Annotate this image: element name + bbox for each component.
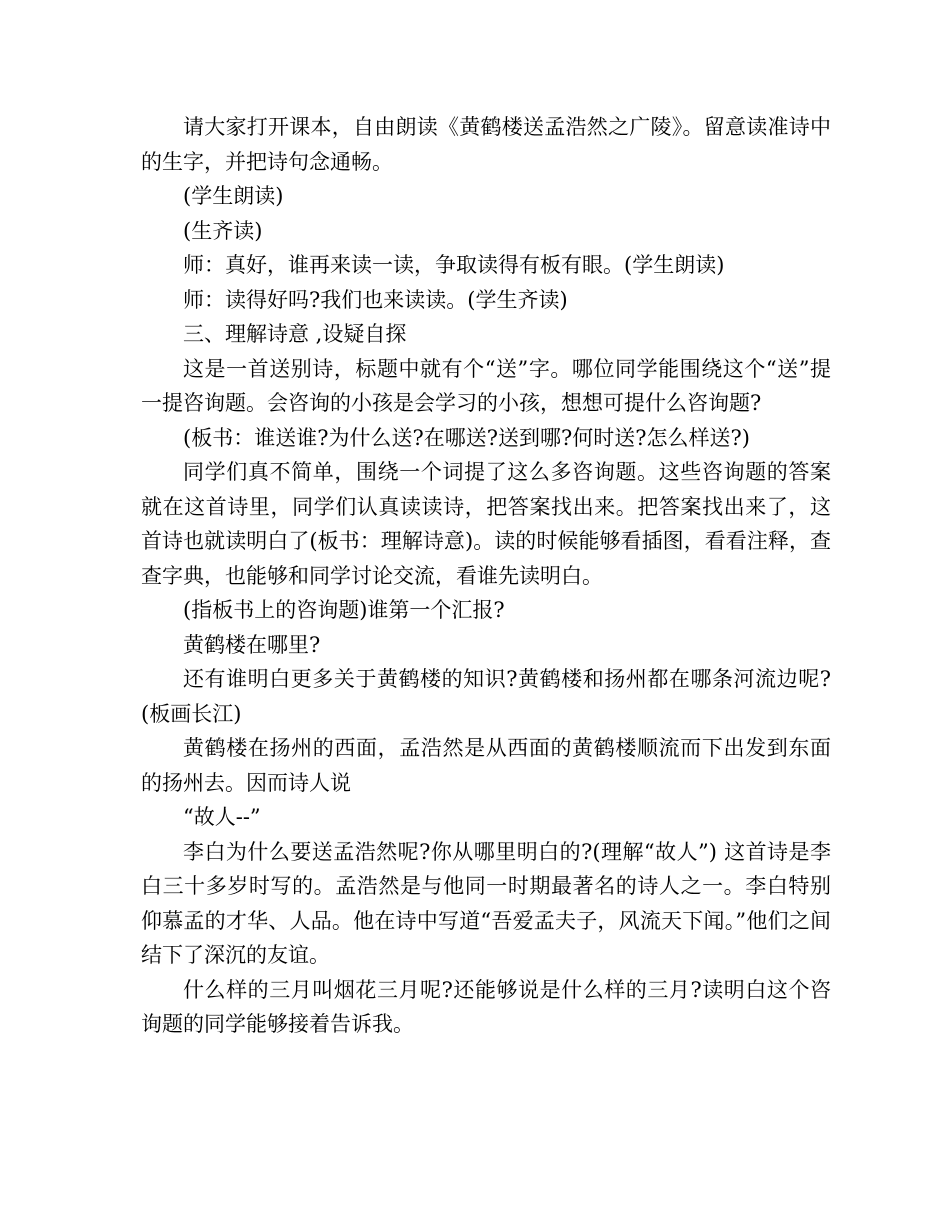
paragraph-li-bai-friendship: 李白为什么要送孟浩然呢?你从哪里明白的?(理解“故人”) 这首诗是李白三十多岁时写的。孟浩然是与他同一时期最著名的诗人之一。李白特别仰慕孟的才华、人品。他在诗中写道“吾爱孟夫子，风流天下闻。”他们之间结下了深沉的友谊。 xyxy=(141,839,831,967)
paragraph-intro-reading: 请大家打开课本，自由朗读《黄鹤楼送孟浩然之广陵》。留意读准诗中的生字，并把诗句念通畅。 xyxy=(141,115,831,174)
paragraph-teacher-prompt: 师：真好，谁再来读一读，争取读得有板有眼。(学生朗读) xyxy=(183,253,725,277)
paragraph-more-knowledge: 还有谁明白更多关于黄鹤楼的知识?黄鹤楼和扬州都在哪条河流边呢?(板画长江) xyxy=(141,667,831,726)
paragraph-where-tower: 黄鹤楼在哪里? xyxy=(183,632,321,657)
paragraph-student-reading: (学生朗读) xyxy=(183,184,284,208)
paragraph-who-reports: (指板书上的咨询题)谁第一个汇报? xyxy=(183,598,505,622)
paragraph-farewell-poem: 这是一首送别诗，标题中就有个“送”字。哪位同学能围绕这个“送”提一提咨询题。会咨询的小孩是会学习的小孩，想想可提什么咨询题? xyxy=(141,356,831,415)
paragraph-old-friend-quote: “故人--” xyxy=(183,805,261,829)
paragraph-tower-west: 黄鹤楼在扬州的西面，孟浩然是从西面的黄鹤楼顺流而下出发到东面的扬州去。因而诗人说 xyxy=(141,736,831,795)
paragraph-teacher-question: 师：读得好吗?我们也来读读。(学生齐读) xyxy=(183,287,568,312)
paragraph-group-reading: (生齐读) xyxy=(183,218,263,243)
document-body xyxy=(141,110,831,1042)
paragraph-march-question: 什么样的三月叫烟花三月呢?还能够说是什么样的三月?读明白这个咨询题的同学能够接着告诉我。 xyxy=(141,977,831,1036)
paragraph-find-answers: 同学们真不简单，围绕一个词提了这么多咨询题。这些咨询题的答案就在这首诗里，同学们认真读读诗，把答案找出来。把答案找出来了，这首诗也就读明白了(板书：理解诗意)。读的时候能够看插图，看看注释，查查字典，也能够和同学讨论交流，看谁先读明白。 xyxy=(141,460,831,588)
paragraph-board-questions: (板书：谁送谁?为什么送?在哪送?送到哪?何时送?怎么样送?) xyxy=(183,425,750,450)
section-heading-understanding: 三、理解诗意 ,设疑自探 xyxy=(183,322,407,346)
